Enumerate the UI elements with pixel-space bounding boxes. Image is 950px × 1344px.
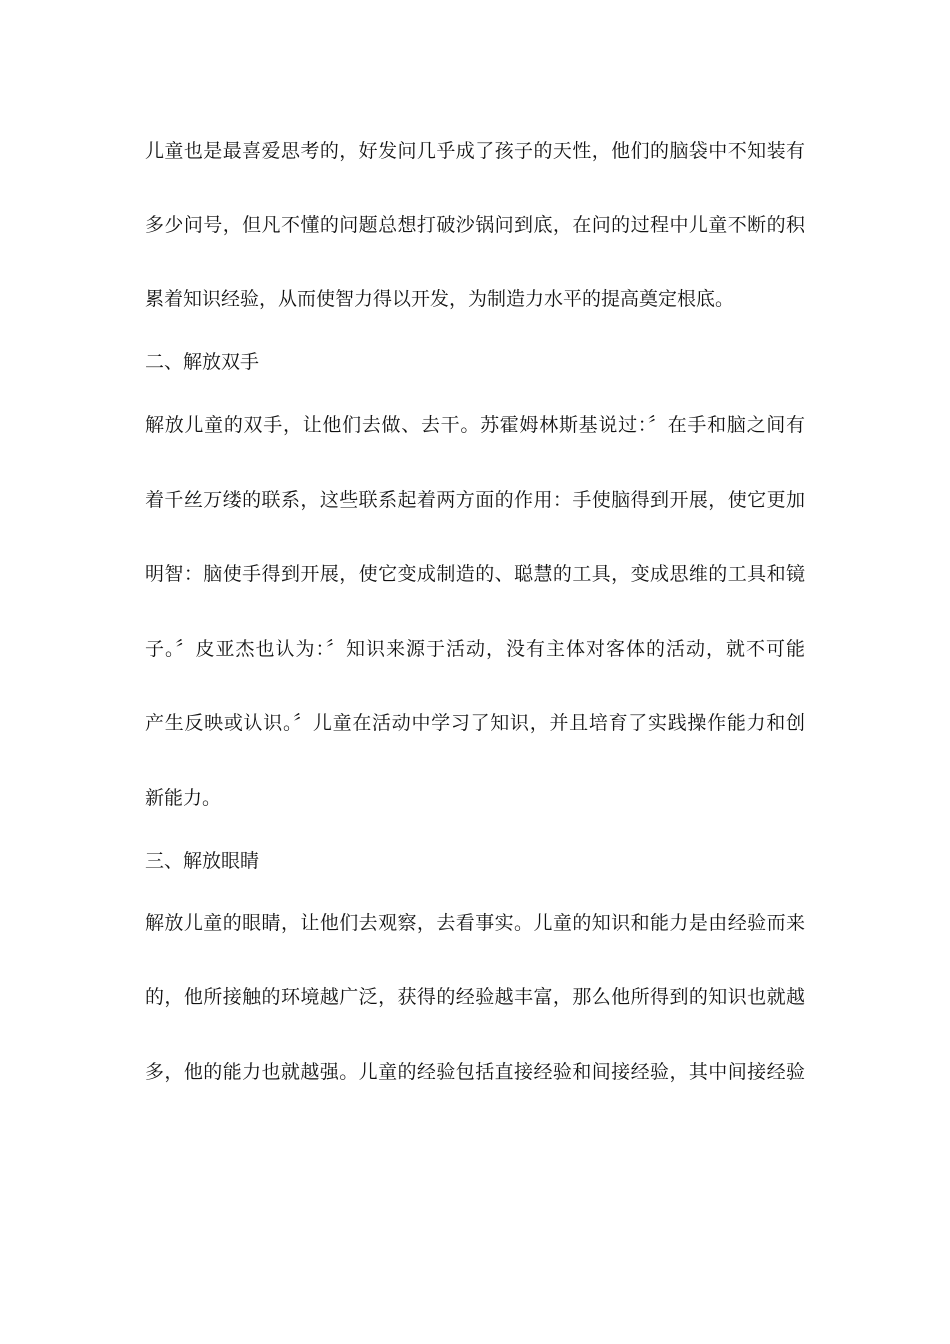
paragraph-1-line-1: 儿童也是最喜爱思考的，好发问几乎成了孩子的天性，他们的脑袋中不知装有: [145, 140, 805, 162]
paragraph-2-line-6: 新能力。: [145, 787, 222, 809]
paragraph-2-line-1: 解放儿童的双手，让他们去做、去干。苏霍姆林斯基说过：〞在手和脑之间有: [145, 414, 805, 436]
section-heading-2: 二、解放双手: [145, 351, 260, 373]
paragraph-1-line-2: 多少问号，但凡不懂的问题总想打破沙锅问到底，在问的过程中儿童不断的积: [145, 214, 805, 236]
paragraph-2-line-2: 着千丝万缕的联系，这些联系起着两方面的作用：手使脑得到开展，使它更加: [145, 489, 805, 511]
paragraph-2-line-5: 产生反映或认识。〞儿童在活动中学习了知识，并且培育了实践操作能力和创: [145, 712, 805, 734]
paragraph-1-line-3: 累着知识经验，从而使智力得以开发，为制造力水平的提高奠定根底。: [145, 288, 735, 310]
paragraph-3-line-2: 的，他所接触的环境越广泛，获得的经验越丰富，那么他所得到的知识也就越: [145, 986, 805, 1008]
paragraph-3-line-3: 多，他的能力也就越强。儿童的经验包括直接经验和间接经验，其中间接经验: [145, 1061, 805, 1083]
paragraph-3-line-1: 解放儿童的眼睛，让他们去观察，去看事实。儿童的知识和能力是由经验而来: [145, 912, 805, 934]
section-heading-3: 三、解放眼睛: [145, 850, 260, 872]
paragraph-2-line-3: 明智：脑使手得到开展，使它变成制造的、聪慧的工具，变成思维的工具和镜: [145, 563, 805, 585]
paragraph-2-line-4: 子。〞皮亚杰也认为：〞知识来源于活动，没有主体对客体的活动，就不可能: [145, 638, 805, 660]
